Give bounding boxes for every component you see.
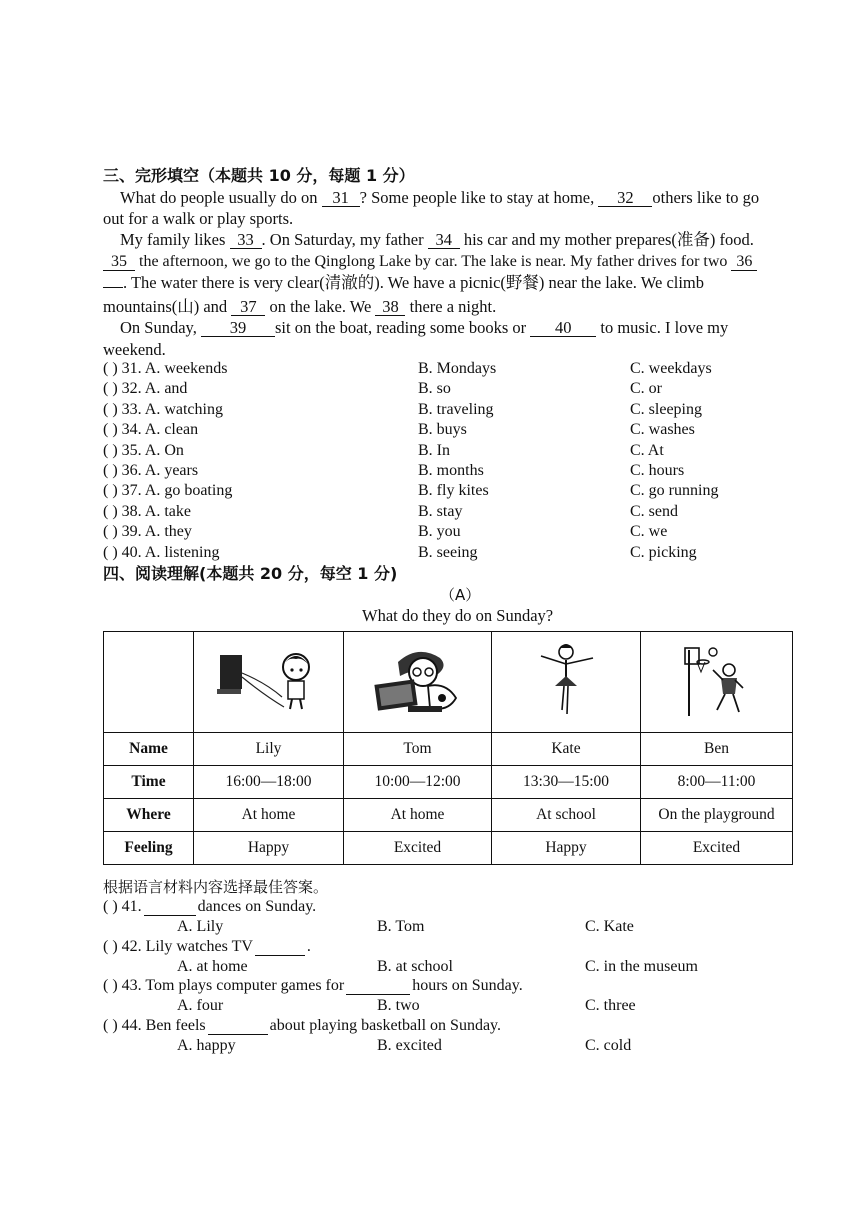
text: ? Some people like to stay at home, xyxy=(359,188,595,207)
blank-37: 37 xyxy=(231,298,265,316)
table-cell: 16:00—18:00 xyxy=(194,766,344,799)
option-31-c: C. weekdays xyxy=(630,360,712,377)
question-43 xyxy=(103,977,523,995)
option-33-c: C. sleeping xyxy=(630,400,702,418)
paragraph-3-line-1 xyxy=(120,317,728,339)
text: On Sunday, xyxy=(120,318,197,337)
schedule-table xyxy=(103,631,793,865)
question-44-option-b: B. excited xyxy=(377,1036,442,1054)
option-35-c: C. At xyxy=(630,441,664,459)
text: What do people usually do on xyxy=(120,188,318,207)
table-cell: On the playground xyxy=(641,799,793,832)
blank-32: 32 xyxy=(598,189,652,207)
option-33-b: B. traveling xyxy=(418,400,494,418)
table-cell: Tom xyxy=(344,733,492,766)
blank-33: 33 xyxy=(230,231,262,249)
question-42-option-c: C. in the museum xyxy=(585,957,698,975)
option-37-c: C. go running xyxy=(630,482,719,500)
question-43-option-b: B. two xyxy=(377,997,420,1014)
table-cell: At home xyxy=(194,799,344,832)
blank-40: 40 xyxy=(530,319,596,337)
table-cell: 8:00—11:00 xyxy=(641,766,793,799)
text: to music. I love my xyxy=(600,318,729,337)
question-41-option-c: C. Kate xyxy=(585,918,634,935)
option-40-a: ( ) 40. A. listening xyxy=(103,543,220,561)
blank-38: 38 xyxy=(375,298,405,316)
option-36-a: ( ) 36. A. years xyxy=(103,462,199,479)
option-35-b: B. In xyxy=(418,441,450,459)
answer-blank xyxy=(346,977,410,995)
table-row xyxy=(104,799,793,832)
text: there a night. xyxy=(409,297,497,316)
text: the afternoon, we go to the Qinglong Lake by car. The lake is near. My father drives for two xyxy=(139,253,728,270)
option-31-b: B. Mondays xyxy=(418,360,497,377)
text: My family likes xyxy=(120,230,226,249)
row-label: Feeling xyxy=(104,832,194,865)
table-cell: Ben xyxy=(641,733,793,766)
option-40-b: B. seeing xyxy=(418,543,478,561)
text: his car and my mother prepares(准备) food. xyxy=(463,230,754,249)
question-44-option-a: A. happy xyxy=(177,1036,236,1054)
blank-39: 39 xyxy=(201,319,275,337)
paragraph-1-line-1 xyxy=(120,187,759,209)
picture-cell-kate xyxy=(492,632,641,733)
answer-blank xyxy=(208,1017,268,1035)
text: . On Saturday, my father xyxy=(261,230,424,249)
option-36-c: C. hours xyxy=(630,462,685,479)
option-31-a: ( ) 31. A. weekends xyxy=(103,360,228,377)
table-row xyxy=(104,766,793,799)
picture-cell-lily xyxy=(194,632,344,733)
paragraph-2-line-4 xyxy=(103,296,496,318)
option-38-a: ( ) 38. A. take xyxy=(103,502,191,520)
table-cell: Excited xyxy=(641,832,793,865)
option-40-c: C. picking xyxy=(630,543,697,561)
question-41 xyxy=(103,898,316,916)
question-42 xyxy=(103,938,311,956)
question-42-option-b: B. at school xyxy=(377,957,453,975)
blank-34: 34 xyxy=(428,231,460,249)
blank-31: 31 xyxy=(322,189,360,207)
table-row xyxy=(104,733,793,766)
option-32-b: B. so xyxy=(418,380,451,398)
question-41-option-b: B. Tom xyxy=(377,918,425,935)
blank-36-cont xyxy=(103,287,123,288)
table-cell: At school xyxy=(492,799,641,832)
passage-label: （A） xyxy=(440,586,481,604)
section-4-heading: 四、阅读理解(本题共 20 分，每空 1 分) xyxy=(103,564,398,583)
paragraph-3-line-2: weekend. xyxy=(103,340,166,359)
picture-cell-tom xyxy=(344,632,492,733)
option-32-c: C. or xyxy=(630,380,662,398)
table-cell: At home xyxy=(344,799,492,832)
paragraph-2-line-1 xyxy=(120,229,754,251)
option-34-c: C. washes xyxy=(630,421,695,439)
option-39-a: ( ) 39. A. they xyxy=(103,523,192,541)
question-text: ( ) 41. xyxy=(103,898,142,915)
paragraph-1-line-2: out for a walk or play sports. xyxy=(103,209,294,228)
passage-title: What do they do on Sunday? xyxy=(362,606,554,625)
question-text: ( ) 44. Ben feels xyxy=(103,1016,206,1034)
option-37-a: ( ) 37. A. go boating xyxy=(103,482,233,500)
question-text: hours on Sunday. xyxy=(412,977,523,994)
question-41-option-a: A. Lily xyxy=(177,918,224,935)
option-34-a: ( ) 34. A. clean xyxy=(103,421,199,439)
text: on the lake. We xyxy=(269,297,372,316)
option-34-b: B. buys xyxy=(418,421,467,439)
question-43-option-a: A. four xyxy=(177,997,224,1014)
table-cell: Excited xyxy=(344,832,492,865)
section-3-heading: 三、完形填空（本题共 10 分，每题 1 分） xyxy=(103,166,415,185)
table-cell: 10:00—12:00 xyxy=(344,766,492,799)
text: . The water there is very clear(清澈的). We have a picnic(野餐) near the lake. We climb xyxy=(123,273,705,292)
instruction: 根据语言材料内容选择最佳答案。 xyxy=(103,878,329,896)
row-label: Name xyxy=(104,733,194,766)
table-cell: Lily xyxy=(194,733,344,766)
blank-35: 35 xyxy=(103,253,135,271)
option-39-b: B. you xyxy=(418,523,461,541)
table-cell: 13:30—15:00 xyxy=(492,766,641,799)
question-44 xyxy=(103,1017,501,1035)
answer-blank xyxy=(255,938,305,956)
row-label: Time xyxy=(104,766,194,799)
option-37-b: B. fly kites xyxy=(418,482,489,500)
question-text: about playing basketball on Sunday. xyxy=(269,1016,502,1034)
option-35-a: ( ) 35. A. On xyxy=(103,441,184,459)
question-text: ( ) 42. Lily watches TV xyxy=(103,937,253,955)
text: sit on the boat, reading some books or xyxy=(274,318,527,337)
empty-corner-cell xyxy=(104,632,194,733)
dancing-illustration xyxy=(531,640,601,720)
question-43-option-c: C. three xyxy=(585,997,636,1014)
blank-36: 36 xyxy=(731,253,757,271)
text: mountains(山) and xyxy=(103,297,228,316)
row-label: Where xyxy=(104,799,194,832)
option-38-c: C. send xyxy=(630,502,678,520)
option-36-b: B. months xyxy=(418,462,484,479)
question-42-option-a: A. at home xyxy=(177,957,248,975)
paragraph-2-line-3 xyxy=(103,272,704,294)
table-row xyxy=(104,832,793,865)
computer-games-illustration xyxy=(368,642,468,718)
basketball-illustration xyxy=(677,640,757,720)
question-44-option-c: C. cold xyxy=(585,1036,632,1054)
watching-tv-illustration xyxy=(214,645,324,715)
option-39-c: C. we xyxy=(630,523,668,541)
question-text: dances on Sunday. xyxy=(197,898,317,915)
option-32-a: ( ) 32. A. and xyxy=(103,380,188,398)
option-38-b: B. stay xyxy=(418,502,463,520)
picture-cell-ben xyxy=(641,632,793,733)
table-cell: Happy xyxy=(194,832,344,865)
paragraph-2-line-2 xyxy=(103,251,757,273)
table-cell: Kate xyxy=(492,733,641,766)
answer-blank xyxy=(144,898,196,916)
question-text: ( ) 43. Tom plays computer games for xyxy=(103,977,345,994)
table-cell: Happy xyxy=(492,832,641,865)
option-33-a: ( ) 33. A. watching xyxy=(103,400,223,418)
question-text: . xyxy=(306,937,311,955)
text: others like to go xyxy=(652,188,760,207)
